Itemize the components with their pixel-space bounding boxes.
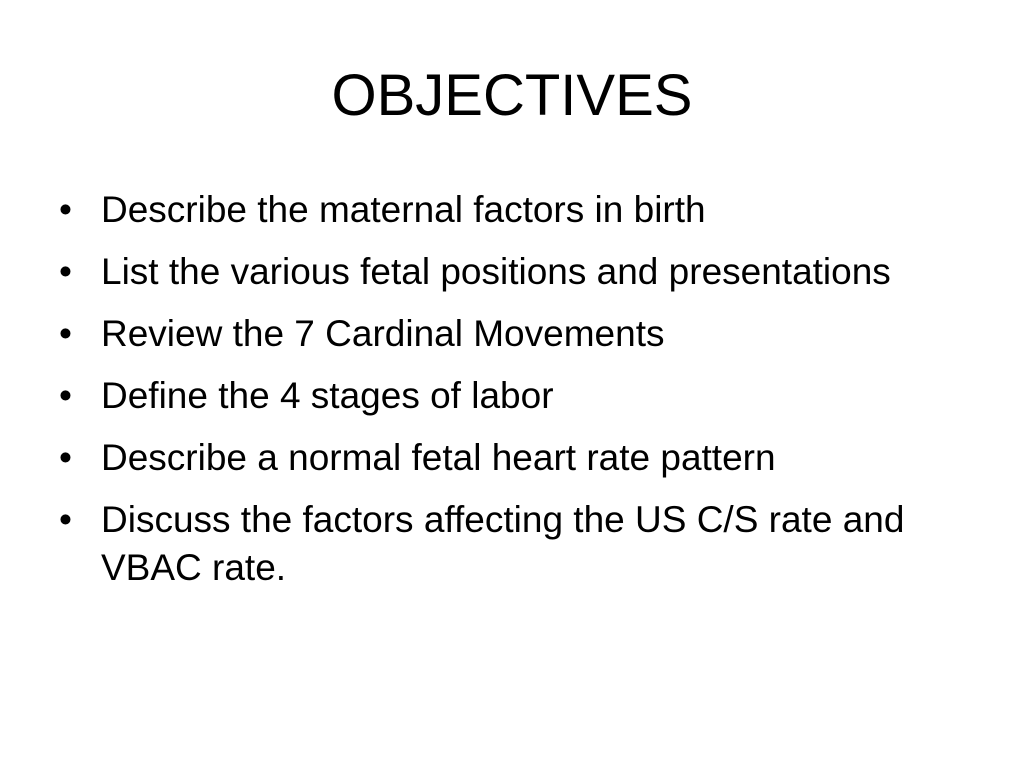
objectives-list xyxy=(56,186,956,606)
bullet-icon: • xyxy=(59,499,72,540)
list-item-text: List the various fetal positions and presentations xyxy=(101,251,891,292)
list-item-text: Review the 7 Cardinal Movements xyxy=(101,313,665,354)
list-item xyxy=(56,248,956,296)
list-item xyxy=(56,496,956,592)
list-item xyxy=(56,310,956,358)
bullet-icon: • xyxy=(59,375,72,416)
list-item xyxy=(56,434,956,482)
bullet-icon: • xyxy=(59,189,72,230)
bullet-icon: • xyxy=(59,313,72,354)
bullet-icon: • xyxy=(59,251,72,292)
list-item-text: Define the 4 stages of labor xyxy=(101,375,554,416)
list-item-text: Describe a normal fetal heart rate pattern xyxy=(101,437,776,478)
list-item-text: Describe the maternal factors in birth xyxy=(101,189,706,230)
list-item xyxy=(56,372,956,420)
list-item-text: Discuss the factors affecting the US C/S rate and VBAC rate. xyxy=(101,499,905,588)
list-item xyxy=(56,186,956,234)
slide-title: OBJECTIVES xyxy=(331,63,693,128)
bullet-icon: • xyxy=(59,437,72,478)
